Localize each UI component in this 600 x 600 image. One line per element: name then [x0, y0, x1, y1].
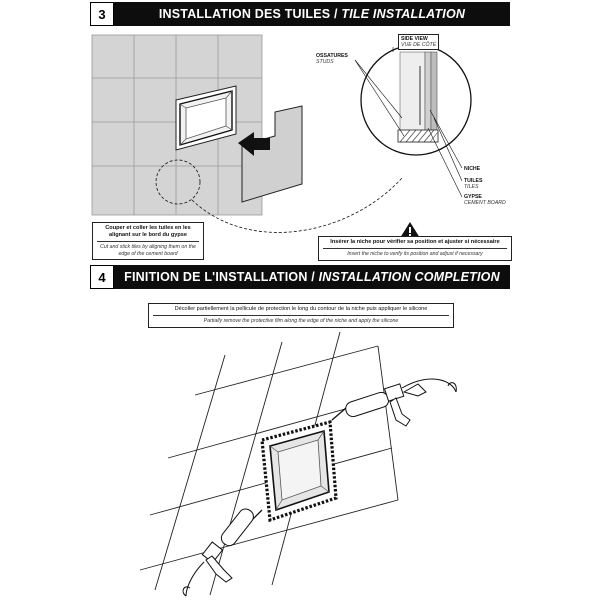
label-studs: OSSATURES STUDS	[316, 53, 348, 65]
step3-warning-caption: Insérer la niche pour vérifier sa position et ajuster si nécessaire Insert the niche to verify its position and adjust if necessary	[318, 236, 512, 261]
step4-caption: Décoller partiellement la pellicule de protection le long du contour de la niche puis appliquer le silicone Partially remove the protective film along the edge of the niche and apply the silicone	[148, 303, 454, 328]
niche	[262, 422, 336, 520]
label-cement-board: GYPSE CEMENT BOARD	[464, 194, 506, 206]
step3-title: INSTALLATION DES TUILES / TILE INSTALLATION	[158, 7, 466, 21]
step3-number: 3	[90, 2, 114, 26]
label-niche: NICHE	[464, 166, 481, 172]
label-side-view: SIDE VIEW VUE DE CÔTÉ	[398, 34, 439, 50]
step4-title: FINITION DE L'INSTALLATION / INSTALLATION COMPLETION	[124, 270, 500, 284]
step4-number: 4	[90, 265, 114, 289]
step3-caption: Couper et coller les tuiles en les alignant sur le bord du gypse Cut and stick tiles by aligning them on the edge of the cement board	[92, 222, 204, 260]
label-tiles: TUILES TILES	[464, 178, 483, 190]
caulk-gun-icon	[332, 379, 456, 426]
